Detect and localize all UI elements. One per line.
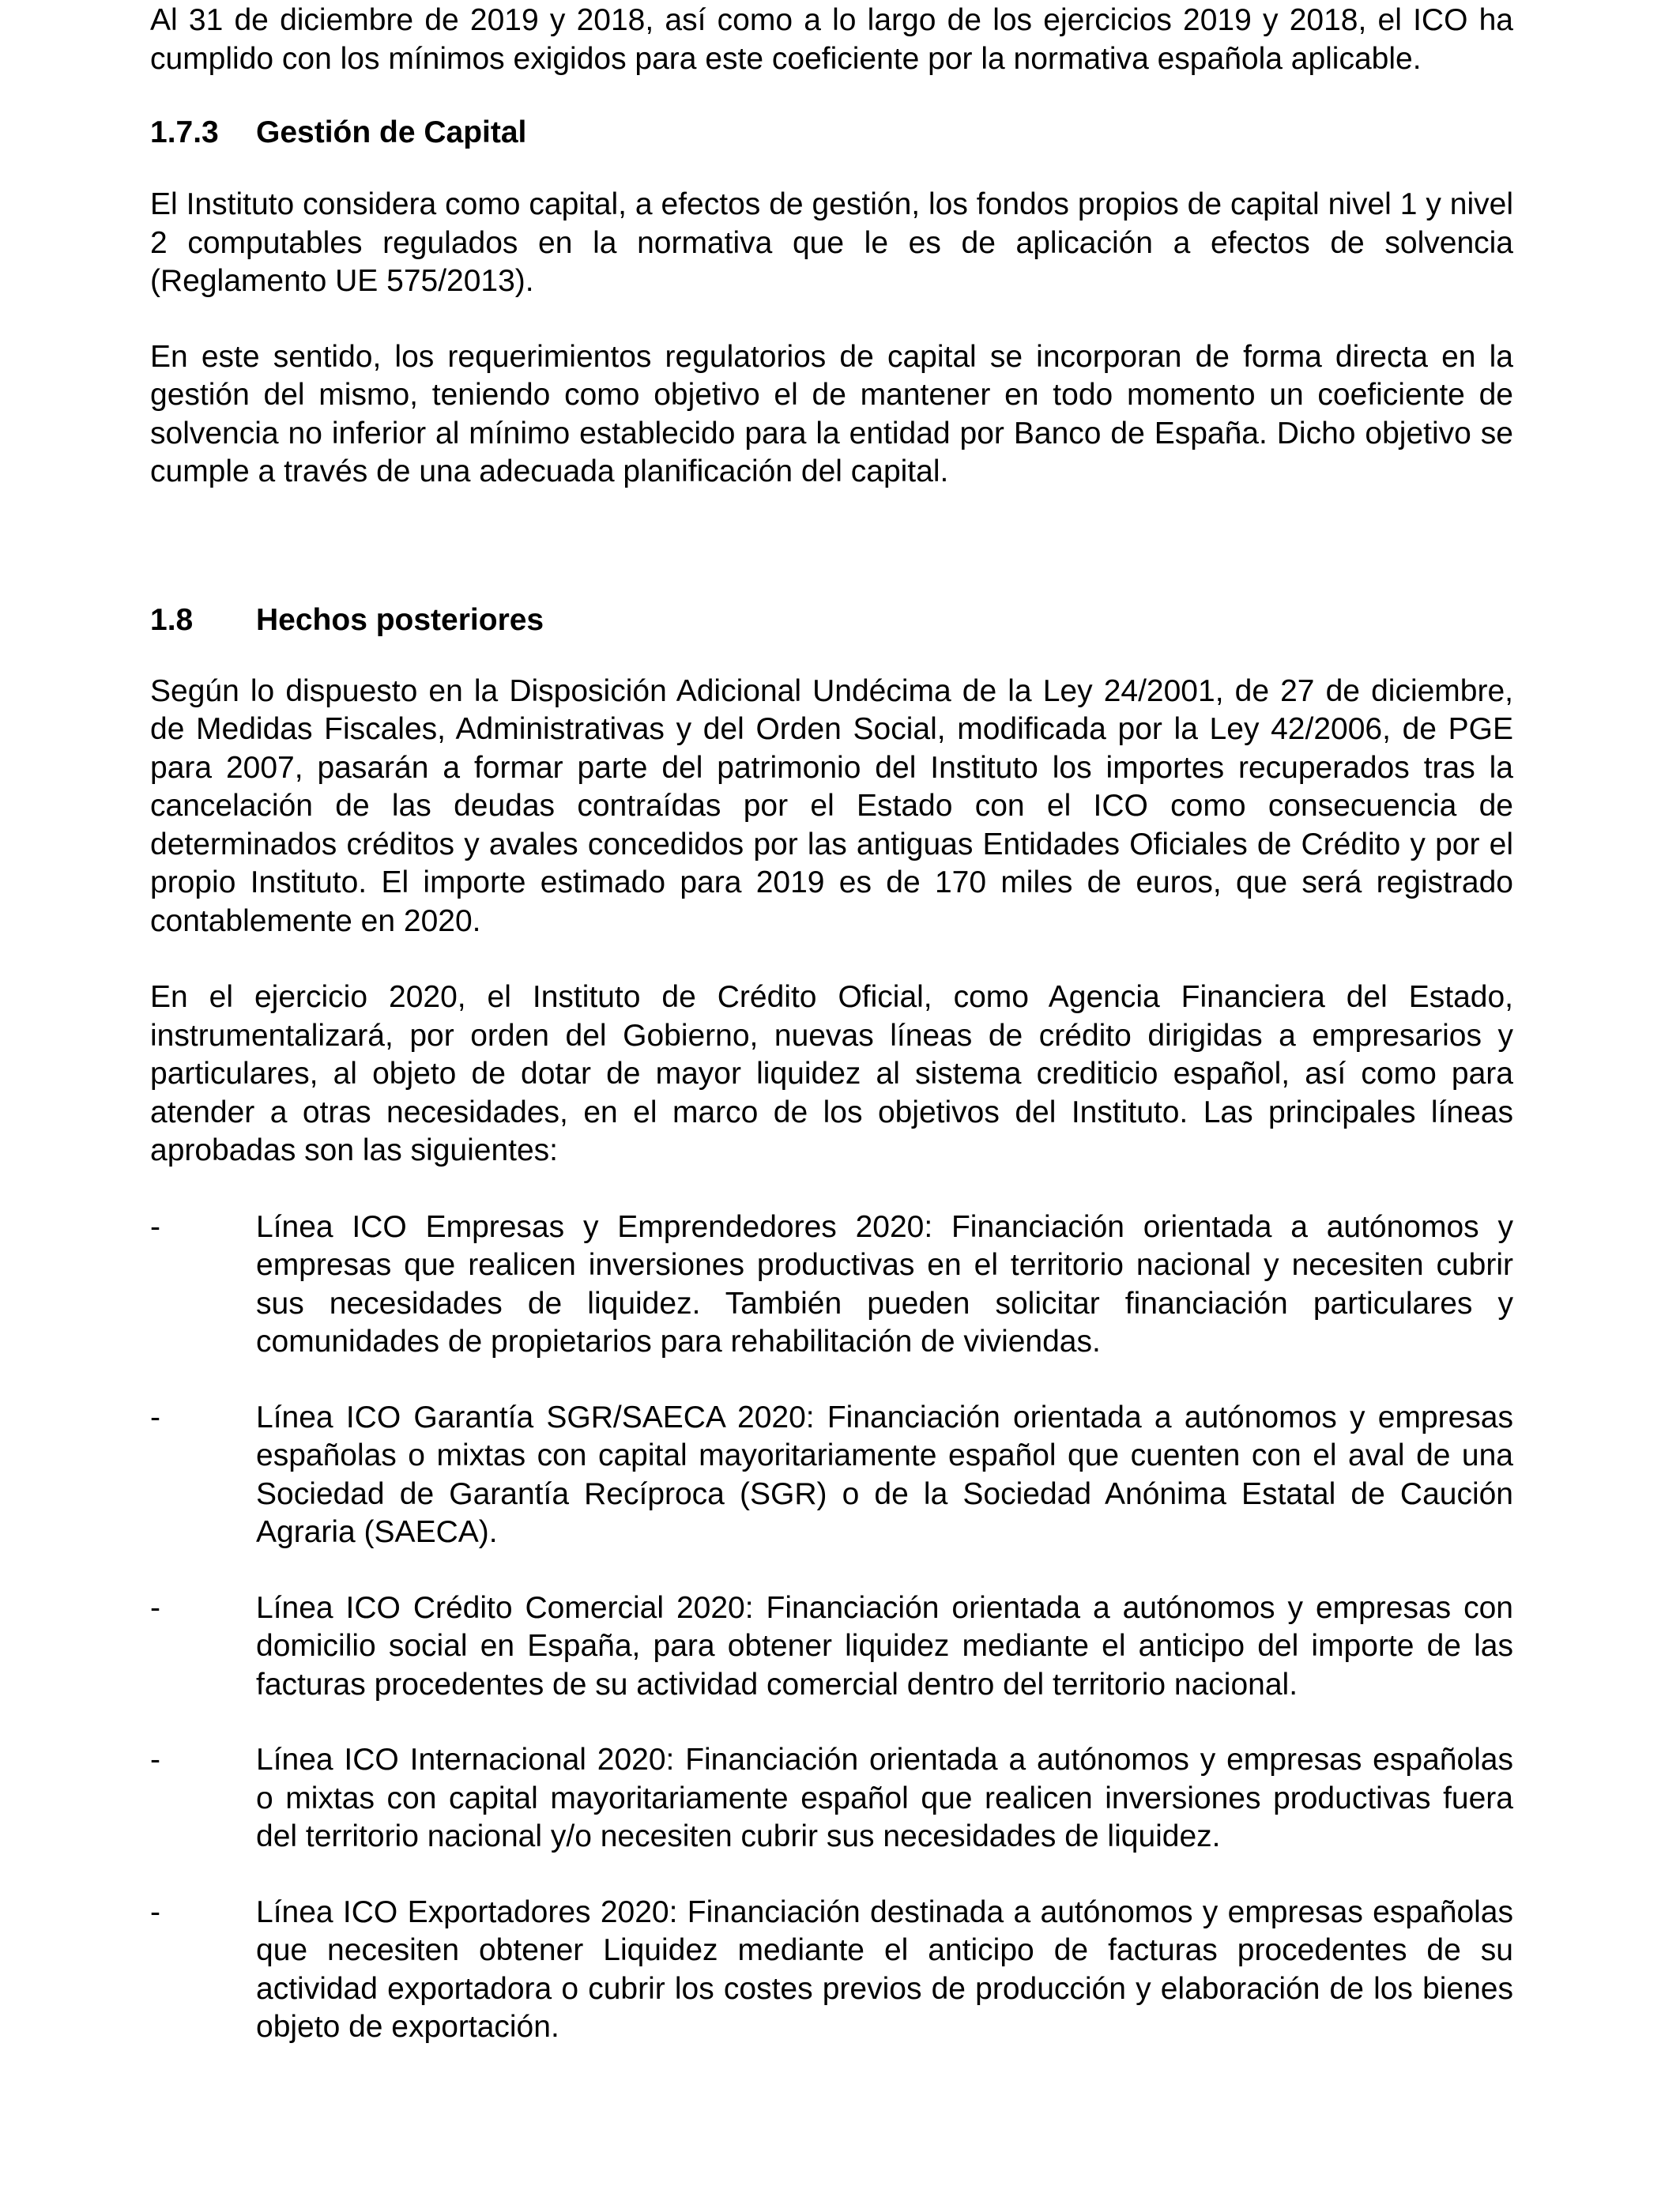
paragraph: En el ejercicio 2020, el Instituto de Crédito Oficial, como Agencia Financiera del Estado, instrumentalizará, por orden del Gobierno, nuevas líneas de crédito dirigidas a empresarios y particulares, al objeto de dotar de mayor liquidez al sistema crediticio español, así como para atender a otras necesidades, en el marco de los objetivos del Instituto. Las principales líneas aprobadas son las siguientes: [150, 980, 1513, 1167]
bullet-dash: - [150, 1743, 160, 1777]
list-item [150, 1894, 1513, 2047]
paragraph: El Instituto considera como capital, a efectos de gestión, los fondos propios de capital nivel 1 y nivel 2 computables regulados en la normativa que le es de aplicación a efectos de solvencia (Reglamento UE 575/2013). [150, 187, 1513, 298]
paragraph: En este sentido, los requerimientos regulatorios de capital se incorporan de forma directa en la gestión del mismo, teniendo como objetivo el de mantener en todo momento un coeficiente de solvencia no inferior al mínimo establecido para la entidad por Banco de España. Dicho objetivo se cumple a través de una adecuada planificación del capital. [150, 339, 1513, 488]
bullet-dash: - [150, 1894, 160, 1929]
intro-paragraph: Al 31 de diciembre de 2019 y 2018, así como a lo largo de los ejercicios 2019 y 2018, el ICO ha cumplido con los mínimos exigidos para este coeficiente por la normativa española aplicable. [150, 3, 1513, 76]
list-item-text: Línea ICO Empresas y Emprendedores 2020: Financiación orientada a autónomos y empresas que realicen inversiones productivas en el territorio nacional y necesiten cubrir sus necesidades de liquidez. También pueden solicitar financiación particulares y comunidades de propietarios para rehabilitación de viviendas. [256, 1209, 1513, 1359]
list-item [150, 1208, 1513, 1362]
list-item-text: Línea ICO Exportadores 2020: Financiación destinada a autónomos y empresas españolas que necesiten obtener Liquidez mediante el anticipo de facturas procedentes de su actividad exportadora o cubrir los costes previos de producción y elaboración de los bienes objeto de exportación. [256, 1894, 1513, 2044]
section-1-7-3-heading [150, 114, 1513, 152]
section-1-8-heading [150, 601, 1513, 639]
list-item [150, 1589, 1513, 1705]
section-number: 1.7.3 [150, 115, 219, 149]
bullet-dash: - [150, 1400, 160, 1434]
list-item-text: Línea ICO Crédito Comercial 2020: Financiación orientada a autónomos y empresas con domicilio social en España, para obtener liquidez mediante el anticipo del importe de las facturas procedentes de su actividad comercial dentro del territorio nacional. [256, 1590, 1513, 1702]
document-page [150, 0, 1513, 2047]
paragraph: Según lo dispuesto en la Disposición Adicional Undécima de la Ley 24/2001, de 27 de diciembre, de Medidas Fiscales, Administrativas y del Orden Social, modificada por la Ley 42/2006, de PGE para 2007, pasarán a formar parte del patrimonio del Instituto los importes recuperados tras la cancelación de las deudas contraídas por el Estado con el ICO como consecuencia de determinados créditos y avales concedidos por las antiguas Entidades Oficiales de Crédito y por el propio Instituto. El importe estimado para 2019 es de 170 miles de euros, que será registrado contablemente en 2020. [150, 673, 1513, 938]
list-item [150, 1741, 1513, 1857]
bullet-dash: - [150, 1590, 160, 1625]
bullet-dash: - [150, 1209, 160, 1244]
section-title: Gestión de Capital [256, 115, 527, 149]
section-number: 1.8 [150, 602, 194, 637]
list-item-text: Línea ICO Internacional 2020: Financiación orientada a autónomos y empresas españolas o mixtas con capital mayoritariamente español que realicen inversiones productivas fuera del territorio nacional y/o necesiten cubrir sus necesidades de liquidez. [256, 1743, 1513, 1853]
section-title: Hechos posteriores [256, 602, 544, 637]
list-item-text: Línea ICO Garantía SGR/SAECA 2020: Financiación orientada a autónomos y empresas españolas o mixtas con capital mayoritariamente español que cuenten con el aval de una Sociedad de Garantía Recíproca (SGR) o de la Sociedad Anónima Estatal de Caución Agraria (SAECA). [256, 1400, 1513, 1549]
list-item [150, 1399, 1513, 1552]
